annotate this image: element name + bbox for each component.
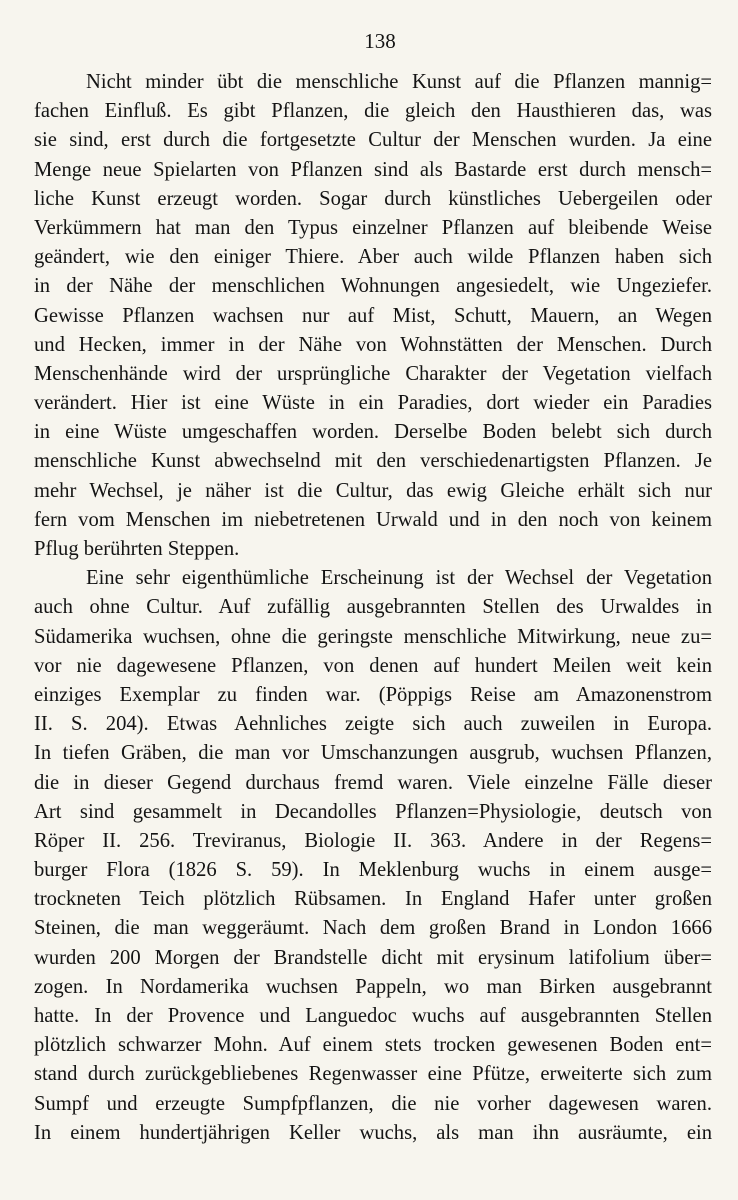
text-line: mehr Wechsel, je näher ist die Cultur, das ewig Gleiche erhält sich nur xyxy=(34,479,712,502)
text-line: burger Flora (1826 S. 59). In Meklenburg wuchs in einem ausge= xyxy=(34,859,712,882)
text-line: in eine Wüste umgeschaffen worden. Derselbe Boden belebt sich durch xyxy=(34,421,712,444)
text-line: trockneten Teich plötzlich Rübsamen. In England Hafer unter großen xyxy=(34,888,712,911)
text-line: Steinen, die man weggeräumt. Nach dem großen Brand in London 1666 xyxy=(34,917,712,940)
text-line: menschliche Kunst abwechselnd mit den verschiedenartigsten Pflanzen. Je xyxy=(34,450,712,473)
text-line: Gewisse Pflanzen wachsen nur auf Mist, Schutt, Mauern, an Wegen xyxy=(34,304,712,327)
text-line: plötzlich schwarzer Mohn. Auf einem stets trocken gewesenen Boden ent= xyxy=(34,1034,712,1057)
text-line: und Hecken, immer in der Nähe von Wohnstätten der Menschen. Durch xyxy=(34,333,712,356)
text-line: Menschenhände wird der ursprüngliche Charakter der Vegetation vielfach xyxy=(34,362,712,385)
text-line: Südamerika wuchsen, ohne die geringste menschliche Mitwirkung, neue zu= xyxy=(34,625,712,648)
text-line: liche Kunst erzeugt worden. Sogar durch künstliches Uebergeilen oder xyxy=(34,187,712,210)
text-line: Nicht minder übt die menschliche Kunst auf die Pflanzen mannig= xyxy=(86,71,712,93)
page-number: 138 xyxy=(364,29,396,53)
text-line: In tiefen Gräben, die man vor Umschanzungen ausgrub, wuchsen Pflanzen, xyxy=(34,742,712,765)
text-line: vor nie dagewesene Pflanzen, von denen auf hundert Meilen weit kein xyxy=(34,654,712,677)
text-line: Art sind gesammelt in Decandolles Pflanzen=Physiologie, deutsch von xyxy=(34,800,712,823)
text-line: einziges Exemplar zu finden war. (Pöppigs Reise am Amazonenstrom xyxy=(34,683,712,706)
text-line: verändert. Hier ist eine Wüste in ein Paradies, dort wieder ein Paradies xyxy=(34,392,712,415)
text-line: hatte. In der Provence und Languedoc wuchs auf ausgebrannten Stellen xyxy=(34,1005,712,1027)
text-line: die in dieser Gegend durchaus fremd waren. Viele einzelne Fälle dieser xyxy=(34,771,712,794)
text-line: Röper II. 256. Treviranus, Biologie II. 363. Andere in der Regens= xyxy=(34,829,712,852)
text-line: sie sind, erst durch die fortgesetzte Cultur der Menschen wurden. Ja eine xyxy=(34,129,712,152)
text-line: fern vom Menschen im niebetretenen Urwald und in den noch von keinem xyxy=(34,508,712,531)
text-line: Pflug berührten Steppen. xyxy=(34,538,240,560)
text-line: wurden 200 Morgen der Brandstelle dicht mit erysinum latifolium über= xyxy=(34,946,712,969)
text-line: zogen. In Nordamerika wuchsen Pappeln, wo man Birken ausgebrannt xyxy=(34,975,712,998)
paragraph-2 xyxy=(34,564,712,1148)
text-line: II. S. 204). Etwas Aehnliches zeigte sich auch zuweilen in Europa. xyxy=(34,713,712,736)
text-line: geändert, wie den einiger Thiere. Aber auch wilde Pflanzen haben sich xyxy=(34,246,712,269)
paragraph-1 xyxy=(34,68,712,564)
text-line: fachen Einfluß. Es gibt Pflanzen, die gleich den Hausthieren das, was xyxy=(34,100,712,123)
text-line: Eine sehr eigenthümliche Erscheinung ist der Wechsel der Vegetation xyxy=(86,567,712,590)
text-line: stand durch zurückgebliebenes Regenwasser eine Pfütze, erweiterte sich zum xyxy=(34,1063,712,1086)
text-line: In einem hundertjährigen Keller wuchs, als man ihn ausräumte, ein xyxy=(34,1121,712,1144)
text-line: in der Nähe der menschlichen Wohnungen angesiedelt, wie Ungeziefer. xyxy=(34,275,712,298)
text-line: auch ohne Cultur. Auf zufällig ausgebrannten Stellen des Urwaldes in xyxy=(34,596,712,619)
text-line: Sumpf und erzeugte Sumpfpflanzen, die nie vorher dagewesen waren. xyxy=(34,1092,712,1115)
text-line: Menge neue Spielarten von Pflanzen sind als Bastarde erst durch mensch= xyxy=(34,158,712,181)
text-line: Verkümmern hat man den Typus einzelner Pflanzen auf bleibende Weise xyxy=(34,216,712,239)
